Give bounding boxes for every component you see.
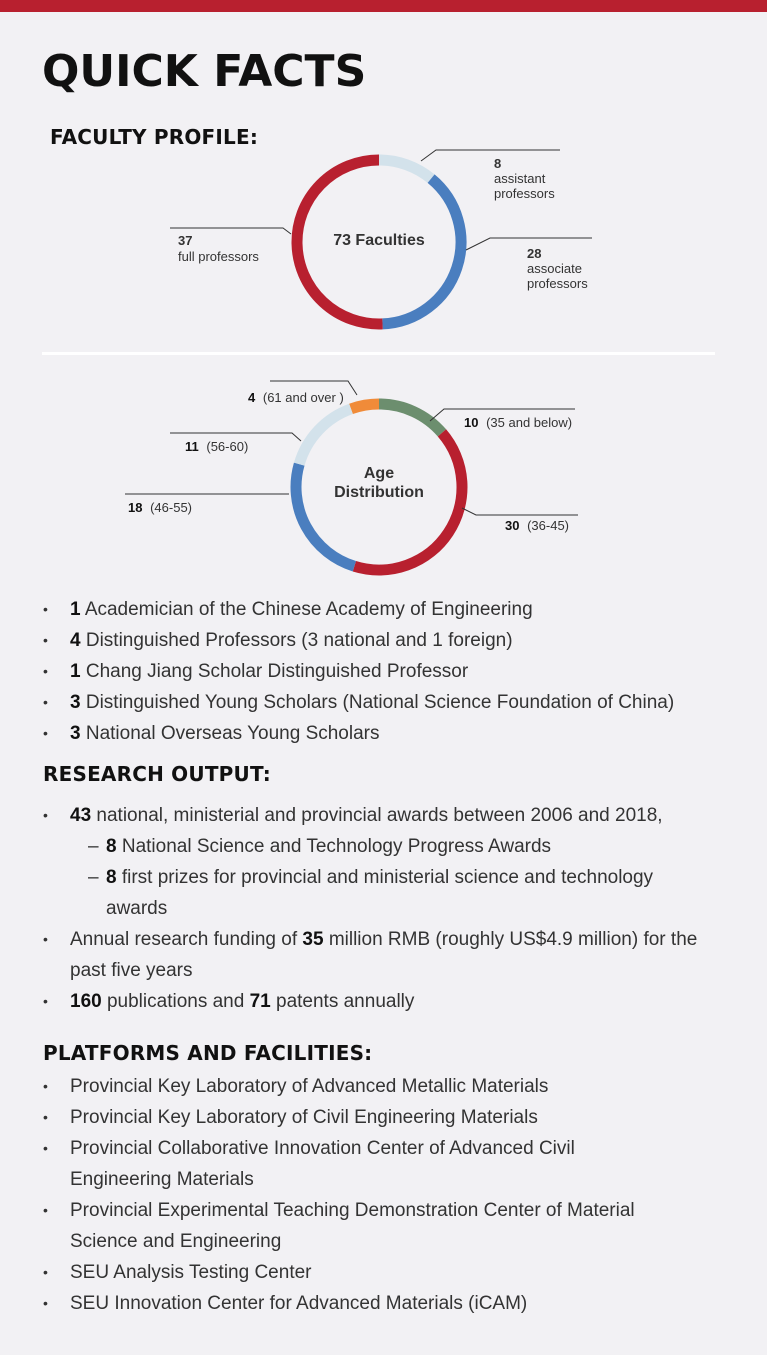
age-61-label: 4 (61 and over ) (248, 390, 344, 405)
age-donut-chart (0, 375, 767, 585)
assistant-label-line2: professors (494, 186, 555, 201)
top-accent-bar (0, 0, 767, 12)
age-chart-title-line2: Distribution (334, 484, 424, 501)
age-46-label: 18 (46-55) (128, 500, 193, 515)
list-item: • Annual research funding of 35 million RMB (roughly US$4.9 million) for the past five years (43, 929, 698, 981)
faculty-chart-title: 73 Faculties (333, 232, 425, 249)
donut-segment-36-45 (354, 433, 462, 570)
faculty-donut-chart (0, 140, 767, 345)
full-count-label: 37 (178, 233, 193, 248)
list-item: • SEU Innovation Center for Advanced Materials (iCAM) (43, 1293, 528, 1314)
age-35-label: 10 (35 and below) (464, 415, 573, 430)
age-36-label: 30 (36-45) (505, 518, 570, 533)
faculty-facts-list (0, 594, 674, 749)
list-item: • 1 Academician of the Chinese Academy of Engineering (43, 599, 533, 620)
donut-segment-associate-professors (383, 179, 461, 324)
donut-segment-61-and-over (351, 404, 379, 409)
assistant-leader-line (421, 150, 560, 161)
age-56-label: 11 (56-60) (185, 439, 249, 454)
list-item: • Provincial Key Laboratory of Advanced Metallic Materials (43, 1076, 549, 1097)
list-item: • SEU Analysis Testing Center (43, 1262, 312, 1283)
donut-segment-56-60 (299, 409, 351, 464)
associate-label-line1: associate (527, 261, 582, 276)
list-item: • 43 national, ministerial and provincial awards between 2006 and 2018, – 8 National Science and Technology Progress Awards – 8 first prizes for provincial and ministerial science and technology awards (0, 800, 720, 924)
research-output-heading: RESEARCH OUTPUT: (43, 762, 271, 786)
age-chart-title-line1: Age (363, 465, 395, 482)
assistant-label-line1: assistant (494, 171, 546, 186)
research-facts-list (0, 800, 720, 1017)
list-item: • 1 Chang Jiang Scholar Distinguished Professor (43, 661, 469, 682)
list-item: • 4 Distinguished Professors (3 national and 1 foreign) (43, 630, 513, 651)
list-item: • 3 Distinguished Young Scholars (National Science Foundation of China) (43, 692, 675, 713)
list-item: • 160 publications and 71 patents annually (43, 991, 415, 1012)
sub-list-item: – 8 National Science and Technology Progress Awards (88, 836, 552, 857)
list-item: • Provincial Collaborative Innovation Center of Advanced Civil Engineering Materials (43, 1138, 575, 1190)
assistant-count-label: 8 (494, 156, 502, 171)
list-item: • Provincial Key Laboratory of Civil Engineering Materials (43, 1107, 538, 1128)
sub-list-item: – 8 first prizes for provincial and ministerial science and technology awards (88, 867, 654, 919)
donut-segment-assistant-professors (379, 160, 431, 179)
platforms-heading: PLATFORMS AND FACILITIES: (43, 1041, 373, 1065)
platforms-list (0, 1071, 700, 1319)
list-item: • Provincial Experimental Teaching Demonstration Center of Material Science and Engineering (43, 1200, 635, 1252)
list-item: • 3 National Overseas Young Scholars (43, 723, 380, 744)
full-label: full professors (178, 249, 259, 264)
section-divider (42, 352, 715, 355)
associate-count-label: 28 (527, 246, 542, 261)
age-36-leader-line (462, 508, 578, 515)
page-title: QUICK FACTS (42, 46, 367, 97)
donut-segment-46-55 (296, 464, 354, 566)
associate-label-line2: professors (527, 276, 588, 291)
faculty-profile-heading: FACULTY PROFILE: (50, 125, 259, 149)
